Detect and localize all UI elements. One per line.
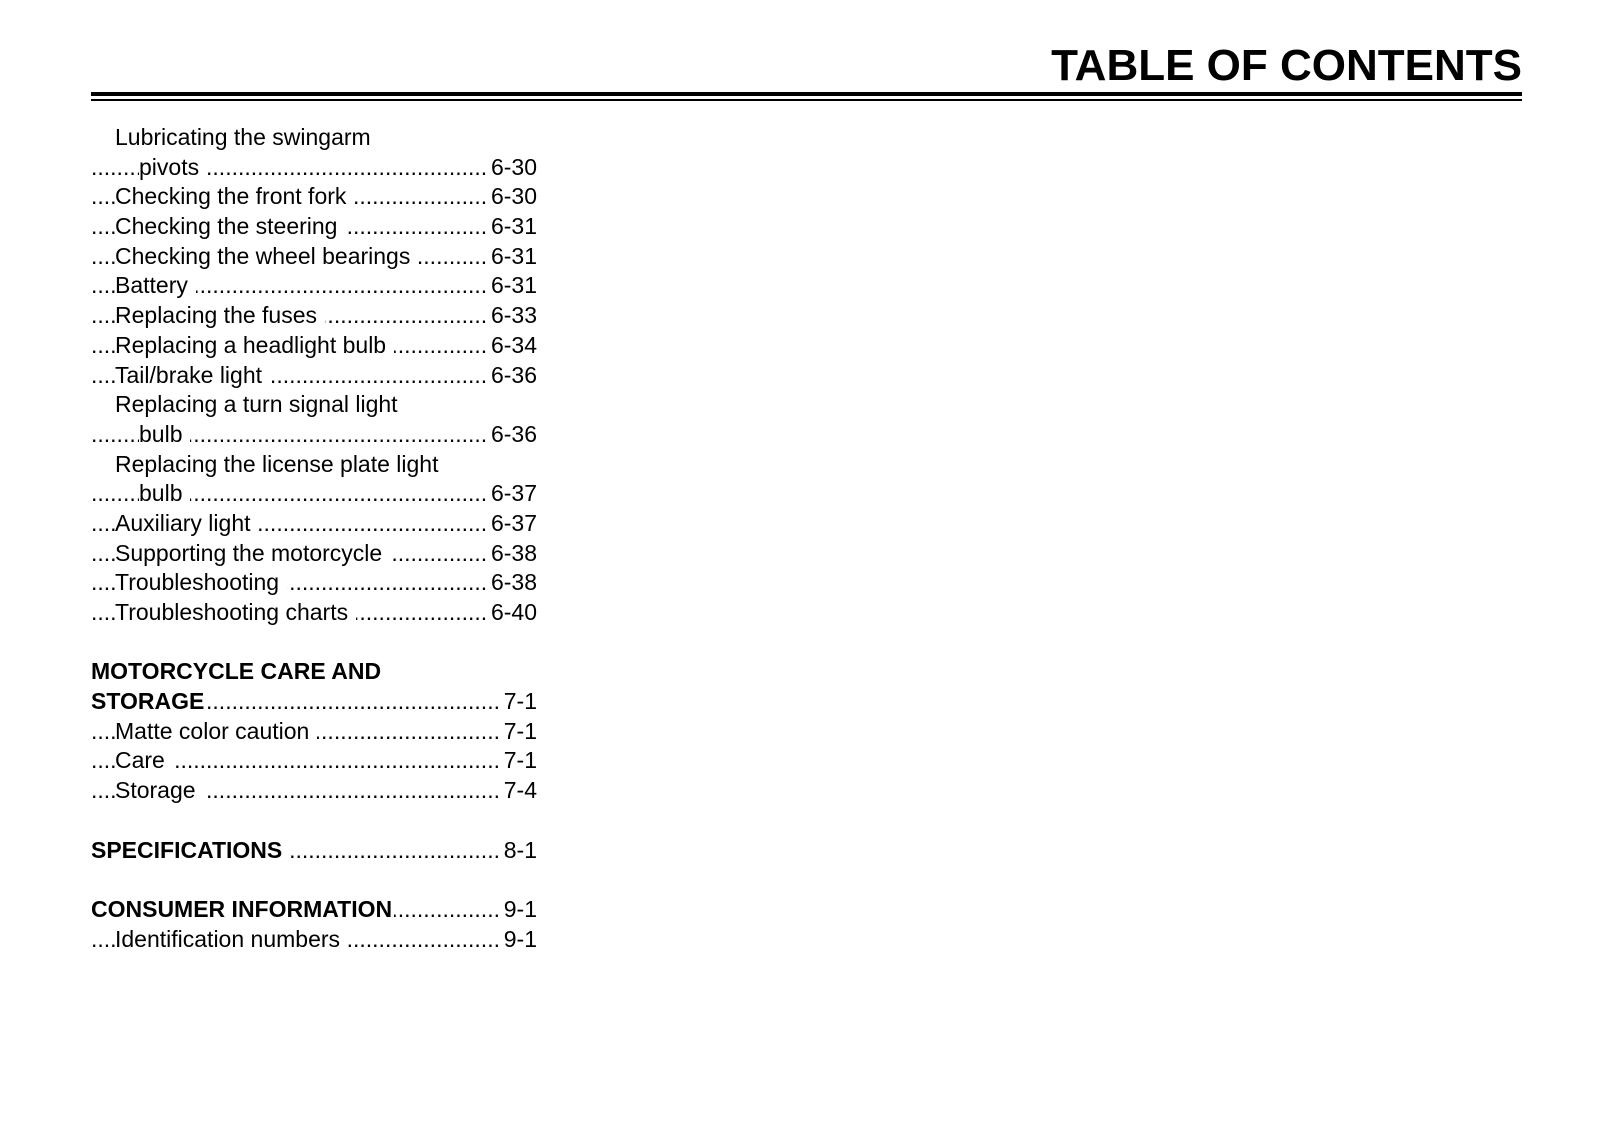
toc-entry xyxy=(91,717,537,747)
toc-entry-title: Tail/brake light xyxy=(115,362,270,388)
toc-entry xyxy=(91,153,537,183)
toc-entry xyxy=(91,568,537,598)
toc-chapter-entry xyxy=(91,657,537,687)
table-of-contents xyxy=(91,123,537,954)
toc-entry xyxy=(91,301,537,331)
toc-entry xyxy=(91,242,537,272)
toc-entry-title: Troubleshooting xyxy=(115,569,287,595)
toc-entry xyxy=(91,925,537,955)
toc-entry-title: Replacing a turn signal light xyxy=(115,391,398,418)
toc-page-number: 9-1 xyxy=(502,895,537,925)
toc-chapter-title: SPECIFICATIONS xyxy=(91,837,290,863)
toc-spacer xyxy=(91,865,537,895)
toc-chapter-title: CONSUMER INFORMATION xyxy=(91,895,393,922)
toc-page-number: 6-38 xyxy=(489,539,537,569)
toc-entry-title: Storage xyxy=(115,777,204,803)
toc-entry xyxy=(91,271,537,301)
toc-page-number: 6-31 xyxy=(489,271,537,301)
toc-spacer xyxy=(91,628,537,658)
toc-page-number: 7-1 xyxy=(502,687,537,717)
toc-entry-title: Identification numbers xyxy=(115,926,348,952)
toc-entry-title: Checking the steering xyxy=(115,213,345,239)
toc-chapter-title: MOTORCYCLE CARE AND xyxy=(91,658,382,685)
toc-entry-title: Checking the front fork xyxy=(115,183,354,209)
toc-entry xyxy=(91,509,537,539)
toc-entry xyxy=(91,331,537,361)
header-rule-thick xyxy=(91,92,1522,96)
toc-entry-title: Care xyxy=(115,747,173,773)
toc-entry xyxy=(91,450,537,480)
toc-page-number: 8-1 xyxy=(502,836,537,866)
toc-page-number: 9-1 xyxy=(502,925,537,955)
toc-chapter-entry xyxy=(91,687,537,717)
toc-page-number: 6-38 xyxy=(489,568,537,598)
toc-entry xyxy=(91,746,537,776)
toc-entry xyxy=(91,361,537,391)
toc-entry xyxy=(91,390,537,420)
toc-entry-title: Lubricating the swingarm xyxy=(115,124,371,150)
toc-page-number: 6-37 xyxy=(489,479,537,509)
toc-chapter-entry xyxy=(91,836,537,866)
header-rule-thin xyxy=(91,99,1522,101)
toc-entry xyxy=(91,212,537,242)
toc-page-number: 7-1 xyxy=(502,717,537,747)
toc-entry xyxy=(91,182,537,212)
toc-entry xyxy=(91,479,537,509)
toc-page-number: 6-30 xyxy=(489,153,537,183)
toc-entry-title: Battery xyxy=(115,272,196,298)
toc-entry xyxy=(91,539,537,569)
toc-entry-title: Auxiliary light xyxy=(115,510,259,536)
toc-page-number: 6-36 xyxy=(489,361,537,391)
toc-page-number: 6-31 xyxy=(489,242,537,272)
toc-entry-title: Checking the wheel bearings xyxy=(115,243,418,269)
toc-chapter-entry xyxy=(91,895,537,925)
toc-entry-title: pivots xyxy=(139,154,207,180)
toc-page-number: 6-37 xyxy=(489,509,537,539)
toc-entry-title: Supporting the motorcycle xyxy=(115,540,390,566)
toc-entry xyxy=(91,598,537,628)
toc-page-number: 7-1 xyxy=(502,746,537,776)
toc-page-number: 6-36 xyxy=(489,420,537,450)
toc-entry-title: bulb xyxy=(139,480,190,506)
toc-page-number: 6-33 xyxy=(489,301,537,331)
toc-entry-title: Replacing a headlight bulb xyxy=(115,332,394,358)
toc-page-number: 6-34 xyxy=(489,331,537,361)
toc-entry-title: bulb xyxy=(139,421,190,447)
toc-page-number: 6-31 xyxy=(489,212,537,242)
page-title: TABLE OF CONTENTS xyxy=(1051,41,1522,90)
toc-entry-title: Replacing the fuses xyxy=(115,302,325,328)
toc-chapter-title: STORAGE xyxy=(91,688,205,715)
toc-page-number: 6-40 xyxy=(489,598,537,628)
toc-entry xyxy=(91,420,537,450)
toc-entry-title: Replacing the license plate light xyxy=(115,450,439,477)
toc-page-number: 7-4 xyxy=(502,776,537,806)
toc-spacer xyxy=(91,806,537,836)
toc-entry-title: Matte color caution xyxy=(115,718,317,744)
toc-entry xyxy=(91,123,537,153)
toc-entry-title: Troubleshooting charts xyxy=(115,599,356,625)
toc-page-number: 6-30 xyxy=(489,182,537,212)
toc-entry xyxy=(91,776,537,806)
